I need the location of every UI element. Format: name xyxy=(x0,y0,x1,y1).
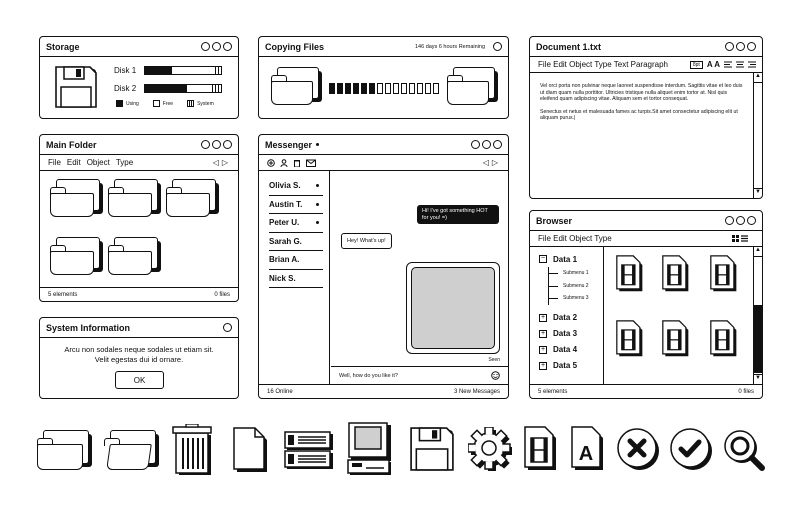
tree-item-data1[interactable]: − Data 1 xyxy=(540,254,578,264)
folder-icon[interactable] xyxy=(108,237,158,275)
dialog-message: Arcu non sodales neque sodales ut etiam sit. Velit egestas dui id ornare. xyxy=(64,345,214,364)
gear-icon[interactable] xyxy=(468,427,512,471)
menu-file[interactable]: File xyxy=(48,158,61,167)
browser-statusbar xyxy=(530,384,762,398)
file-count: 0 files xyxy=(738,388,754,395)
folder-icon[interactable] xyxy=(108,179,158,217)
message-bubble-outgoing: Hi! I've got something HOT for you! =) xyxy=(417,205,499,224)
new-messages-count: 3 New Messages xyxy=(453,388,500,395)
font-size-select[interactable]: 8pt xyxy=(690,61,703,69)
file-count: 0 files xyxy=(214,291,230,298)
svg-text:A: A xyxy=(578,443,594,465)
video-file-icon[interactable] xyxy=(662,254,690,292)
close-button[interactable] xyxy=(223,323,232,332)
emoji-icon[interactable] xyxy=(491,371,500,380)
document-titlebar[interactable] xyxy=(530,37,762,57)
menu-object[interactable]: Object xyxy=(86,158,110,167)
seen-status: Seen xyxy=(488,357,500,363)
copying-titlebar[interactable] xyxy=(259,37,508,57)
close-button[interactable] xyxy=(223,140,232,149)
progress-block xyxy=(361,83,367,94)
element-count: 5 elements xyxy=(538,388,568,395)
folder-open-icon[interactable] xyxy=(104,430,156,470)
browser-scrollbar[interactable]: ▲ ▼ xyxy=(753,247,762,384)
add-icon[interactable] xyxy=(267,159,275,167)
browser-menu[interactable]: File Edit Object Type xyxy=(538,234,612,243)
close-button[interactable] xyxy=(223,42,232,51)
maximize-button[interactable] xyxy=(736,216,745,225)
folder-icon[interactable] xyxy=(166,179,216,217)
user-icon[interactable] xyxy=(280,159,288,167)
close-button[interactable] xyxy=(493,140,502,149)
online-dot xyxy=(316,221,319,224)
progress-block xyxy=(433,83,439,94)
folder-icon[interactable] xyxy=(37,430,89,470)
trash-icon[interactable] xyxy=(293,159,301,167)
forward-arrow-icon[interactable]: ▷ xyxy=(491,158,498,167)
back-arrow-icon[interactable]: ◁ xyxy=(212,158,219,167)
video-file-icon[interactable] xyxy=(616,254,644,292)
online-indicator xyxy=(316,143,319,146)
document-window xyxy=(529,36,763,199)
system-info-titlebar[interactable] xyxy=(40,318,238,338)
window-title: System Information xyxy=(46,322,131,333)
disk2-usage-bar xyxy=(144,84,222,93)
minimize-button[interactable] xyxy=(725,42,734,51)
tree-subitem[interactable]: Submenu 2 xyxy=(539,280,599,293)
progress-block xyxy=(393,83,399,94)
window-title: Document 1.txt xyxy=(536,41,602,52)
progress-block xyxy=(401,83,407,94)
image-attachment[interactable] xyxy=(406,262,500,354)
progress-block xyxy=(345,83,351,94)
message-input[interactable]: Well, how do you like it? xyxy=(331,366,508,384)
floppy-disk-icon xyxy=(54,65,98,109)
progress-block xyxy=(329,83,335,94)
window-title: Copying Files xyxy=(265,41,325,52)
storage-titlebar[interactable] xyxy=(40,37,238,57)
check-circle-icon[interactable] xyxy=(670,428,714,472)
copying-files-window xyxy=(258,36,509,119)
online-count: 16 Online xyxy=(267,388,293,395)
maximize-button[interactable] xyxy=(482,140,491,149)
magnifier-icon[interactable] xyxy=(722,428,766,472)
online-dot xyxy=(316,203,319,206)
system-information-dialog xyxy=(39,317,239,399)
align-right-icon[interactable] xyxy=(748,61,756,68)
window-title: Main Folder xyxy=(46,139,97,150)
close-circle-icon[interactable] xyxy=(617,428,661,472)
legend-system: System xyxy=(187,100,214,107)
window-title: Messenger xyxy=(265,139,313,150)
messenger-statusbar xyxy=(259,384,508,398)
forward-arrow-icon[interactable]: ▷ xyxy=(221,158,228,167)
document-text-area[interactable]: Vel orci porta non pulvinar neque laoreet suspendisse interdum. Sagittis vitae et leo duis ut diam quam nulla porttitor. Ultricies tristique nulla aliquet enim tortor at. Nisl quis eleifend quam adipiscing vitae. Aliquam sem et tortor consequat. Senectus et netus et malesuada fames ac turpis.Sit amet consectetur adipiscing elit ut aliquam purus.| xyxy=(540,83,743,121)
message-bubble-incoming: Hey! What's up! xyxy=(341,233,392,249)
messenger-titlebar[interactable] xyxy=(259,135,508,155)
contact-item[interactable]: Nick S. xyxy=(269,270,323,289)
trash-icon[interactable] xyxy=(172,424,214,476)
tree-item[interactable]: + Data 4 xyxy=(540,345,578,354)
contact-item[interactable]: Sarah G. xyxy=(269,233,323,252)
close-button[interactable] xyxy=(747,216,756,225)
contact-list xyxy=(259,177,329,288)
close-button[interactable] xyxy=(493,42,502,51)
legend-using: Using xyxy=(116,100,139,107)
align-center-icon[interactable] xyxy=(736,61,744,68)
video-file-icon[interactable] xyxy=(616,319,644,357)
destination-folder-icon xyxy=(447,67,495,105)
source-folder-icon xyxy=(271,67,319,105)
server-icon[interactable] xyxy=(284,431,334,471)
back-arrow-icon[interactable]: ◁ xyxy=(482,158,489,167)
disk1-usage-bar xyxy=(144,66,222,75)
disk1-label: Disk 1 xyxy=(114,66,137,75)
main-folder-window xyxy=(39,134,239,302)
document-menu[interactable]: File Edit Object Type Text Paragraph xyxy=(538,60,668,69)
video-file-icon[interactable] xyxy=(524,426,558,472)
floppy-disk-icon[interactable] xyxy=(409,426,455,472)
tree-item[interactable]: + Data 2 xyxy=(540,313,578,322)
progress-block xyxy=(417,83,423,94)
contact-item[interactable]: Olivia S. xyxy=(269,177,323,196)
storage-window xyxy=(39,36,239,119)
view-toggle-icon[interactable] xyxy=(732,235,748,242)
maximize-button[interactable] xyxy=(212,42,221,51)
align-left-icon[interactable] xyxy=(724,61,732,68)
messenger-window xyxy=(258,134,509,399)
progress-block xyxy=(377,83,383,94)
window-title: Storage xyxy=(46,41,80,52)
contact-item[interactable]: Peter U. xyxy=(269,214,323,233)
progress-block xyxy=(385,83,391,94)
folder-icon[interactable] xyxy=(50,237,100,275)
copy-progress-bar xyxy=(329,83,439,94)
close-button[interactable] xyxy=(747,42,756,51)
minimize-button[interactable] xyxy=(201,42,210,51)
tree-subitem[interactable]: Submenu 1 xyxy=(539,267,599,280)
contact-item[interactable]: Brian A. xyxy=(269,251,323,270)
browser-window xyxy=(529,210,763,399)
tree-item[interactable]: + Data 5 xyxy=(540,361,578,370)
legend-free: Free xyxy=(153,100,173,107)
window-title: Browser xyxy=(536,215,573,226)
progress-block xyxy=(369,83,375,94)
main-folder-statusbar xyxy=(40,287,238,301)
minimize-button[interactable] xyxy=(725,216,734,225)
video-file-icon[interactable] xyxy=(710,319,738,357)
progress-block xyxy=(425,83,431,94)
main-folder-titlebar[interactable] xyxy=(40,135,238,155)
folder-icon[interactable] xyxy=(50,179,100,217)
maximize-button[interactable] xyxy=(212,140,221,149)
document-icon[interactable] xyxy=(233,427,269,473)
progress-block xyxy=(409,83,415,94)
progress-block xyxy=(353,83,359,94)
tree-subitem[interactable]: Submenu 3 xyxy=(539,292,599,305)
browser-tree xyxy=(539,251,599,374)
computer-icon[interactable] xyxy=(347,421,393,477)
video-file-icon[interactable] xyxy=(662,319,690,357)
video-file-icon[interactable] xyxy=(710,254,738,292)
menu-edit[interactable]: Edit xyxy=(66,158,81,167)
disk2-label: Disk 2 xyxy=(114,84,137,93)
progress-block xyxy=(337,83,343,94)
ok-button[interactable]: OK xyxy=(115,371,164,389)
mail-icon[interactable] xyxy=(306,159,316,167)
browser-titlebar[interactable] xyxy=(530,211,762,231)
menu-type[interactable]: Type xyxy=(115,158,134,167)
minimize-button[interactable] xyxy=(471,140,480,149)
element-count: 5 elements xyxy=(48,291,78,298)
online-dot xyxy=(316,184,319,187)
document-scrollbar[interactable]: ▲ ▼ xyxy=(753,73,762,198)
minimize-button[interactable] xyxy=(201,140,210,149)
contact-item[interactable]: Austin T. xyxy=(269,196,323,215)
time-remaining: 146 days 6 hours Remaining xyxy=(414,43,485,50)
text-file-icon[interactable] xyxy=(571,426,605,472)
tree-item[interactable]: + Data 3 xyxy=(540,329,578,338)
font-style-buttons[interactable]: A A xyxy=(706,60,720,69)
maximize-button[interactable] xyxy=(736,42,745,51)
